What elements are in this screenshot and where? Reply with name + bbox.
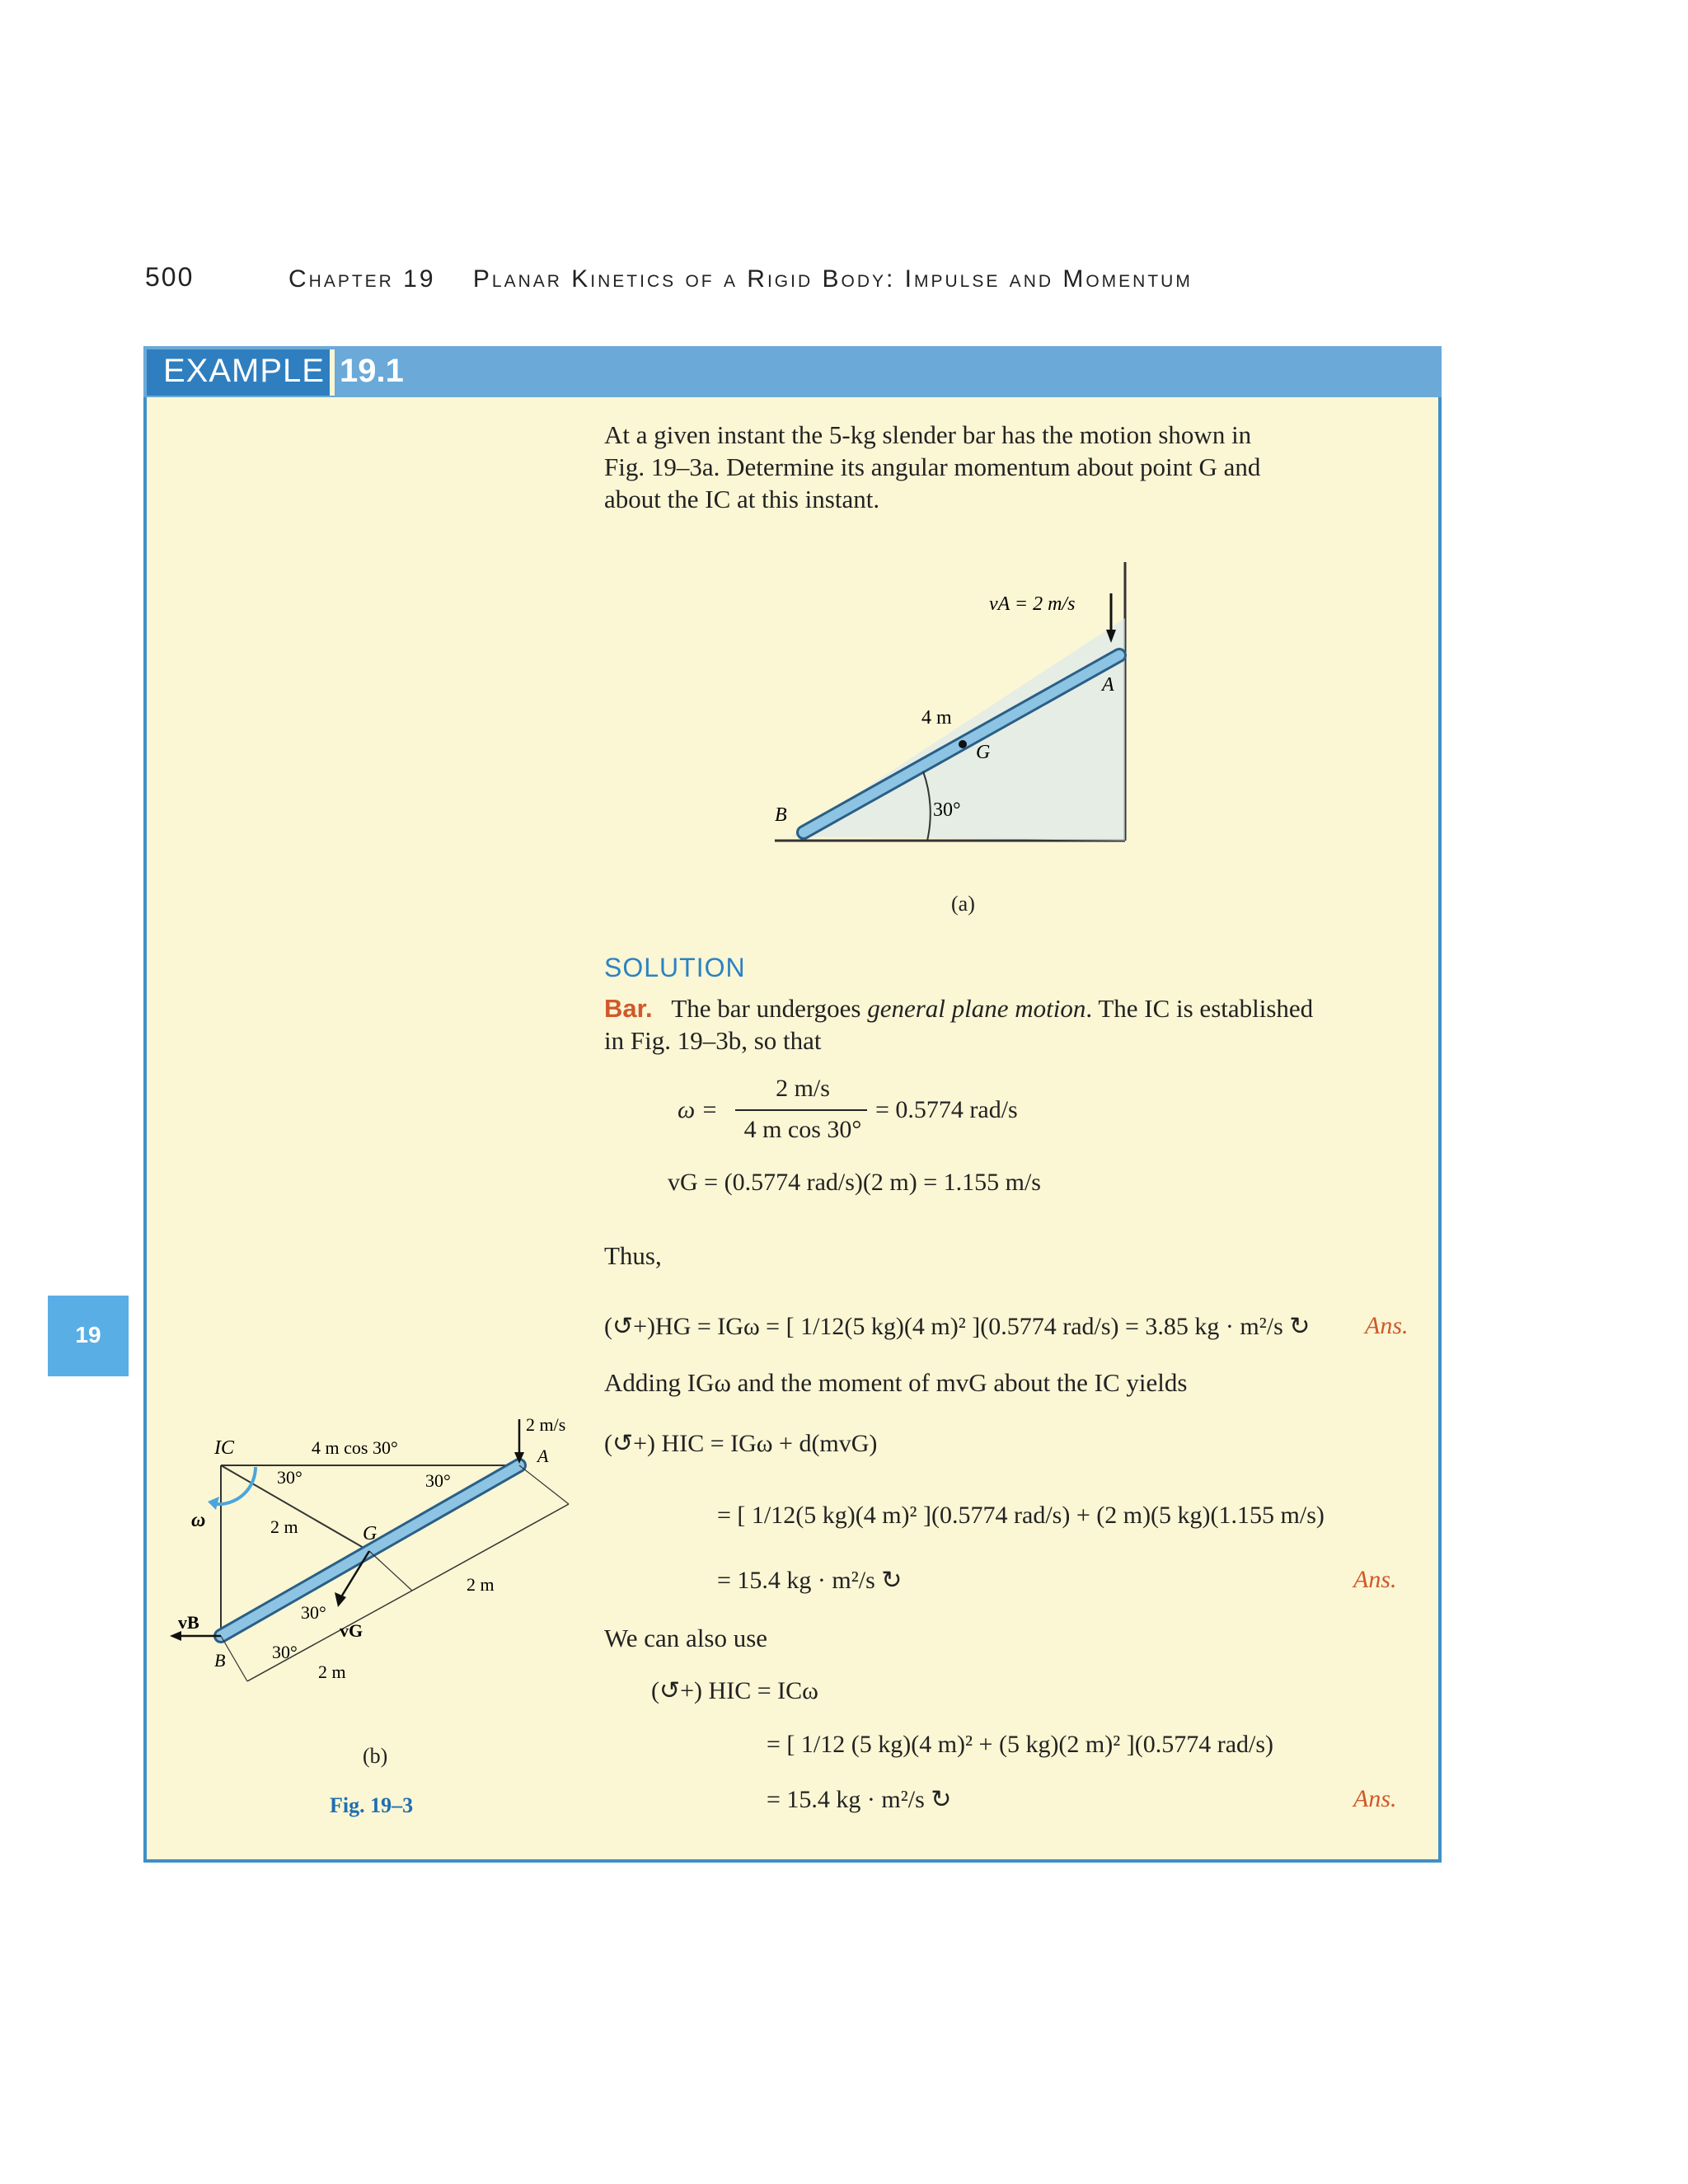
page-number: 500: [145, 262, 195, 292]
point-a-b-label: A: [537, 1446, 549, 1466]
figure-a-caption: (a): [951, 892, 975, 916]
two-m-ic-g: 2 m: [270, 1516, 298, 1537]
length-label: 4 m: [921, 707, 952, 729]
figure-b-caption: (b): [363, 1744, 388, 1768]
ext-line-g: [369, 1551, 412, 1591]
vg-arrowhead: [335, 1592, 346, 1607]
ext-line-a: [519, 1465, 569, 1504]
two-m-lower: 2 m: [318, 1661, 346, 1682]
answer-label-1: Ans.: [1365, 1312, 1409, 1339]
hg-equation: (↺+)HG = IGω = [ 1/12(5 kg)(4 m)² ](0.5774 rad/s) = 3.85 kg · m²/s ↻: [604, 1313, 1311, 1340]
omega-numerator: 2 m/s: [776, 1075, 830, 1102]
adding-text: Adding IGω and the moment of mvG about the IC yields: [604, 1368, 1188, 1397]
omega-label: ω: [191, 1510, 206, 1531]
vg-equation: vG = (0.5774 rad/s)(2 m) = 1.155 m/s: [668, 1169, 1041, 1196]
chapter-side-tab-label: 19: [75, 1322, 101, 1347]
problem-line-3: about the IC at this instant.: [604, 485, 880, 513]
chapter-title: Planar Kinetics of a Rigid Body: Impulse and Momentum: [472, 265, 1193, 293]
figure-b: [165, 1401, 593, 1755]
bar-keyword: Bar.: [604, 994, 653, 1023]
omega-fraction-bar: [735, 1109, 867, 1111]
example-header-bar: [143, 346, 1442, 397]
va-b-label: 2 m/s: [526, 1414, 566, 1435]
problem-line-1: At a given instant the 5-kg slender bar has the motion shown in: [604, 420, 1252, 449]
point-b-label: B: [775, 804, 787, 826]
omega-arrowhead: [208, 1497, 219, 1510]
answer-label-2: Ans.: [1353, 1566, 1397, 1593]
b-label: B: [214, 1650, 226, 1671]
alt-equation-1: (↺+) HIC = ICω: [651, 1677, 818, 1704]
center-of-mass-dot: [959, 740, 967, 748]
bar-paragraph: [604, 992, 1420, 1057]
point-g-label: G: [976, 742, 991, 763]
alt-equation-3: = 15.4 kg · m²/s ↻: [767, 1786, 952, 1813]
angle-30-b: 30°: [272, 1642, 298, 1662]
figure-caption: Fig. 19–3: [330, 1793, 414, 1817]
solution-heading: SOLUTION: [604, 953, 746, 982]
omega-arrow-arc: [216, 1467, 256, 1504]
bar-text-1: The bar undergoes: [671, 994, 861, 1023]
thus-text: Thus,: [604, 1241, 662, 1270]
bar-text-emphasis: general plane motion: [867, 994, 1086, 1023]
bar-text-2: . The IC is established: [1085, 994, 1314, 1023]
hic-equation-1: (↺+) HIC = IGω + d(mvG): [604, 1430, 878, 1457]
angle-30-g: 30°: [301, 1602, 326, 1623]
figure-a: [742, 544, 1187, 923]
top-dimension-label: 4 m cos 30°: [312, 1437, 398, 1458]
example-separator: [330, 349, 335, 396]
va-label: vA = 2 m/s: [989, 593, 1076, 615]
example-label: EXAMPLE: [163, 353, 325, 389]
point-a-label: A: [1102, 674, 1114, 696]
problem-statement: [604, 419, 1412, 515]
answer-label-3: Ans.: [1353, 1785, 1397, 1812]
two-m-upper: 2 m: [467, 1574, 495, 1595]
chapter-heading: [288, 265, 1193, 293]
hic-equation-2: = [ 1/12(5 kg)(4 m)² ](0.5774 rad/s) + (2 m)(5 kg)(1.155 m/s): [717, 1502, 1325, 1529]
angle-label: 30°: [933, 799, 961, 821]
vg-label: vG: [340, 1620, 363, 1641]
also-text: We can also use: [604, 1624, 768, 1652]
problem-line-2: Fig. 19–3a. Determine its angular momentum about point G and: [604, 452, 1261, 481]
alt-equation-2: = [ 1/12 (5 kg)(4 m)² + (5 kg)(2 m)² ](0.5774 rad/s): [767, 1731, 1274, 1758]
omega-lhs: ω =: [678, 1096, 718, 1123]
bar-text-3: in Fig. 19–3b, so that: [604, 1026, 822, 1055]
g-label: G: [363, 1523, 377, 1544]
omega-denominator: 4 m cos 30°: [743, 1116, 862, 1143]
angle-30-a: 30°: [425, 1470, 451, 1491]
omega-result: = 0.5774 rad/s: [875, 1096, 1018, 1123]
ic-label: IC: [214, 1437, 234, 1459]
angle-30-ic: 30°: [277, 1467, 302, 1488]
vb-label: vB: [178, 1612, 199, 1633]
chapter-number: Chapter 19: [288, 265, 436, 293]
hic-equation-3: = 15.4 kg · m²/s ↻: [717, 1567, 903, 1594]
example-number: 19.1: [340, 353, 404, 389]
